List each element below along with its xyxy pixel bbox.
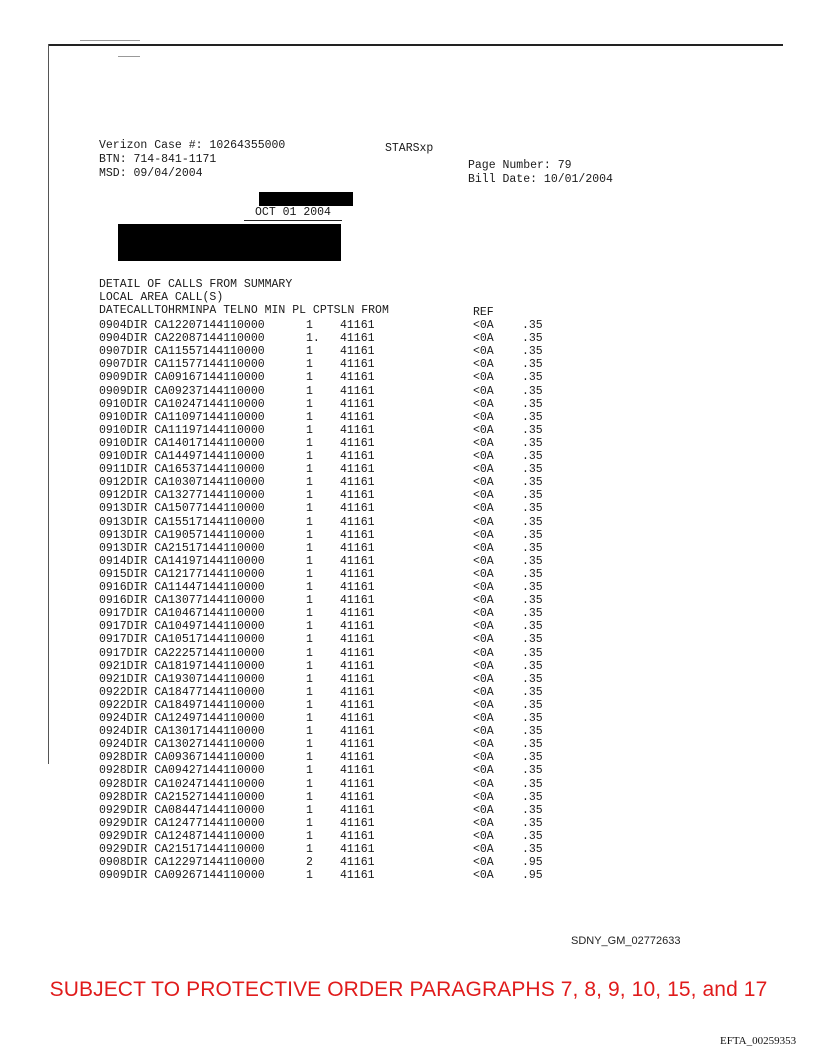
scan-speck <box>118 56 140 57</box>
call-ref: <0A <box>473 410 494 424</box>
call-amount: .35 <box>522 502 543 516</box>
call-amount: .35 <box>522 423 543 437</box>
call-datecall: 0907DIR CA11577144110000 <box>99 358 265 372</box>
call-ref: <0A <box>473 319 494 332</box>
call-datecall: 0909DIR CA09267144110000 <box>99 869 265 883</box>
call-ref: <0A <box>473 397 494 411</box>
call-cptsln: 41161 <box>340 672 375 686</box>
call-amount: .35 <box>522 371 543 385</box>
call-ref: <0A <box>473 489 494 503</box>
call-datecall: 0928DIR CA10247144110000 <box>99 777 265 791</box>
call-datecall: 0917DIR CA22257144110000 <box>99 646 265 660</box>
call-amount: .35 <box>522 607 543 621</box>
call-minutes: 1 <box>306 607 313 621</box>
call-minutes: 1 <box>306 646 313 660</box>
call-amount: .35 <box>522 738 543 752</box>
call-ref: <0A <box>473 502 494 516</box>
call-ref: <0A <box>473 685 494 699</box>
call-minutes: 1 <box>306 502 313 516</box>
call-minutes: 1 <box>306 489 313 503</box>
call-datecall: 0924DIR CA12497144110000 <box>99 712 265 725</box>
call-ref: <0A <box>473 712 494 725</box>
call-datecall: 0929DIR CA12477144110000 <box>99 816 265 830</box>
call-datecall: 0916DIR CA11447144110000 <box>99 581 265 594</box>
call-datecall: 0910DIR CA14497144110000 <box>99 450 265 463</box>
call-ref: <0A <box>473 384 494 398</box>
call-cptsln: 41161 <box>340 751 375 765</box>
call-cptsln: 41161 <box>340 777 375 791</box>
call-ref: <0A <box>473 463 494 477</box>
call-minutes: 1 <box>306 738 313 752</box>
call-minutes: 1 <box>306 816 313 830</box>
call-datecall: 0914DIR CA14197144110000 <box>99 554 265 568</box>
call-amount: .35 <box>522 659 543 673</box>
call-cptsln: 41161 <box>340 594 375 608</box>
call-datecall: 0910DIR CA11097144110000 <box>99 410 265 424</box>
call-ref: <0A <box>473 581 494 594</box>
call-ref: <0A <box>473 620 494 634</box>
call-amount: .35 <box>522 476 543 490</box>
call-cptsln: 41161 <box>340 358 375 372</box>
call-ref: <0A <box>473 423 494 437</box>
call-datecall: 0928DIR CA21527144110000 <box>99 790 265 804</box>
call-cptsln: 41161 <box>340 436 375 450</box>
call-amount: .35 <box>522 410 543 424</box>
call-cptsln: 41161 <box>340 620 375 634</box>
call-amount: .35 <box>522 712 543 725</box>
msd-line: MSD: 09/04/2004 <box>99 167 203 180</box>
call-amount: .95 <box>522 869 543 883</box>
call-amount: .35 <box>522 515 543 529</box>
redaction-block <box>259 192 353 206</box>
call-ref: <0A <box>473 672 494 686</box>
call-cptsln: 41161 <box>340 345 375 359</box>
call-amount: .35 <box>522 698 543 712</box>
call-cptsln: 41161 <box>340 554 375 568</box>
call-amount: .35 <box>522 567 543 581</box>
call-minutes: 1 <box>306 725 313 739</box>
call-cptsln: 41161 <box>340 515 375 529</box>
call-datecall: 0924DIR CA13017144110000 <box>99 725 265 739</box>
call-minutes: 1 <box>306 397 313 411</box>
call-ref: <0A <box>473 646 494 660</box>
call-minutes: 1 <box>306 620 313 634</box>
call-minutes: 1 <box>306 581 313 594</box>
call-amount: .35 <box>522 672 543 686</box>
call-ref: <0A <box>473 515 494 529</box>
call-minutes: 1 <box>306 476 313 490</box>
call-amount: .35 <box>522 790 543 804</box>
call-ref: <0A <box>473 829 494 843</box>
call-cptsln: 41161 <box>340 319 375 332</box>
call-cptsln: 41161 <box>340 712 375 725</box>
call-cptsln: 41161 <box>340 450 375 463</box>
call-cptsln: 41161 <box>340 738 375 752</box>
call-ref: <0A <box>473 856 494 870</box>
page-left-rule <box>48 44 49 764</box>
call-ref: <0A <box>473 528 494 542</box>
call-datecall: 0922DIR CA18477144110000 <box>99 685 265 699</box>
call-ref: <0A <box>473 607 494 621</box>
call-datecall: 0917DIR CA10497144110000 <box>99 620 265 634</box>
call-minutes: 1 <box>306 712 313 725</box>
call-amount: .35 <box>522 803 543 817</box>
call-datecall: 0907DIR CA11557144110000 <box>99 345 265 359</box>
call-minutes: 1 <box>306 384 313 398</box>
call-amount: .35 <box>522 620 543 634</box>
call-ref: <0A <box>473 738 494 752</box>
call-minutes: 1. <box>306 332 320 346</box>
call-datecall: 0921DIR CA18197144110000 <box>99 659 265 673</box>
call-cptsln: 41161 <box>340 410 375 424</box>
call-ref: <0A <box>473 567 494 581</box>
call-ref: <0A <box>473 698 494 712</box>
call-minutes: 1 <box>306 541 313 555</box>
call-amount: .35 <box>522 554 543 568</box>
protective-order-notice: SUBJECT TO PROTECTIVE ORDER PARAGRAPHS 7, 8, 9, 10, 15, and 17 <box>49 978 768 1001</box>
call-amount: .35 <box>522 436 543 450</box>
call-cptsln: 41161 <box>340 581 375 594</box>
call-amount: .35 <box>522 384 543 398</box>
call-amount: .35 <box>522 541 543 555</box>
case-number: Verizon Case #: 10264355000 <box>99 139 286 152</box>
call-cptsln: 41161 <box>340 869 375 883</box>
call-minutes: 1 <box>306 790 313 804</box>
btn-line: BTN: 714-841-1171 <box>99 153 217 166</box>
call-minutes: 1 <box>306 594 313 608</box>
call-minutes: 1 <box>306 843 313 856</box>
call-cptsln: 41161 <box>340 476 375 490</box>
call-amount: .35 <box>522 358 543 372</box>
call-ref: <0A <box>473 633 494 647</box>
call-cptsln: 41161 <box>340 829 375 843</box>
call-minutes: 1 <box>306 528 313 542</box>
call-minutes: 1 <box>306 319 313 332</box>
call-cptsln: 41161 <box>340 790 375 804</box>
call-minutes: 1 <box>306 672 313 686</box>
call-cptsln: 41161 <box>340 371 375 385</box>
call-minutes: 1 <box>306 829 313 843</box>
call-ref: <0A <box>473 332 494 346</box>
call-minutes: 1 <box>306 685 313 699</box>
call-minutes: 1 <box>306 698 313 712</box>
call-amount: .35 <box>522 332 543 346</box>
call-datecall: 0929DIR CA21517144110000 <box>99 843 265 856</box>
call-datecall: 0909DIR CA09167144110000 <box>99 371 265 385</box>
call-amount: .35 <box>522 528 543 542</box>
call-datecall: 0917DIR CA10517144110000 <box>99 633 265 647</box>
system-name: STARSxp <box>385 142 434 155</box>
call-cptsln: 41161 <box>340 489 375 503</box>
call-minutes: 1 <box>306 410 313 424</box>
call-datecall: 0929DIR CA08447144110000 <box>99 803 265 817</box>
call-minutes: 1 <box>306 371 313 385</box>
call-datecall: 0908DIR CA12297144110000 <box>99 856 265 870</box>
call-datecall: 0904DIR CA22087144110000 <box>99 332 265 346</box>
call-minutes: 1 <box>306 751 313 765</box>
call-cptsln: 41161 <box>340 843 375 856</box>
call-datecall: 0928DIR CA09427144110000 <box>99 764 265 778</box>
call-amount: .35 <box>522 685 543 699</box>
call-ref: <0A <box>473 358 494 372</box>
section-title: DETAIL OF CALLS FROM SUMMARY <box>99 278 293 291</box>
call-datecall: 0912DIR CA10307144110000 <box>99 476 265 490</box>
call-minutes: 1 <box>306 659 313 673</box>
call-cptsln: 41161 <box>340 463 375 477</box>
received-date-stamp: OCT 01 2004 <box>244 206 342 221</box>
call-ref: <0A <box>473 554 494 568</box>
call-datecall: 0913DIR CA19057144110000 <box>99 528 265 542</box>
ref-column-header: REF <box>473 306 494 319</box>
call-cptsln: 41161 <box>340 698 375 712</box>
call-amount: .35 <box>522 751 543 765</box>
call-cptsln: 41161 <box>340 397 375 411</box>
call-datecall: 0924DIR CA13027144110000 <box>99 738 265 752</box>
call-amount: .35 <box>522 843 543 856</box>
call-minutes: 1 <box>306 803 313 817</box>
call-amount: .35 <box>522 450 543 463</box>
call-ref: <0A <box>473 541 494 555</box>
call-cptsln: 41161 <box>340 502 375 516</box>
call-ref: <0A <box>473 436 494 450</box>
call-datecall: 0916DIR CA13077144110000 <box>99 594 265 608</box>
call-ref: <0A <box>473 764 494 778</box>
page-top-rule <box>48 44 783 46</box>
call-cptsln: 41161 <box>340 607 375 621</box>
call-ref: <0A <box>473 790 494 804</box>
call-minutes: 1 <box>306 436 313 450</box>
column-header: DATECALLTOHRMINPA TELNO MIN PL CPTSLN FROM <box>99 304 389 317</box>
scan-speck <box>80 40 140 41</box>
call-ref: <0A <box>473 725 494 739</box>
call-datecall: 0929DIR CA12487144110000 <box>99 829 265 843</box>
call-datecall: 0913DIR CA21517144110000 <box>99 541 265 555</box>
call-amount: .35 <box>522 594 543 608</box>
call-minutes: 1 <box>306 463 313 477</box>
call-amount: .35 <box>522 764 543 778</box>
call-minutes: 1 <box>306 869 313 883</box>
call-minutes: 1 <box>306 764 313 778</box>
call-ref: <0A <box>473 751 494 765</box>
call-cptsln: 41161 <box>340 633 375 647</box>
call-cptsln: 41161 <box>340 646 375 660</box>
bill-date: Bill Date: 10/01/2004 <box>468 173 613 186</box>
call-cptsln: 41161 <box>340 332 375 346</box>
page-number: Page Number: 79 <box>468 159 572 172</box>
call-cptsln: 41161 <box>340 764 375 778</box>
call-minutes: 1 <box>306 358 313 372</box>
call-cptsln: 41161 <box>340 659 375 673</box>
call-cptsln: 41161 <box>340 567 375 581</box>
call-cptsln: 41161 <box>340 685 375 699</box>
call-minutes: 1 <box>306 567 313 581</box>
call-datecall: 0913DIR CA15077144110000 <box>99 502 265 516</box>
call-amount: .35 <box>522 777 543 791</box>
call-datecall: 0911DIR CA16537144110000 <box>99 463 265 477</box>
call-datecall: 0913DIR CA15517144110000 <box>99 515 265 529</box>
call-amount: .35 <box>522 633 543 647</box>
call-cptsln: 41161 <box>340 541 375 555</box>
call-amount: .35 <box>522 489 543 503</box>
call-cptsln: 41161 <box>340 528 375 542</box>
call-amount: .35 <box>522 463 543 477</box>
call-amount: .35 <box>522 581 543 594</box>
call-minutes: 1 <box>306 423 313 437</box>
call-cptsln: 41161 <box>340 816 375 830</box>
call-minutes: 1 <box>306 515 313 529</box>
call-datecall: 0928DIR CA09367144110000 <box>99 751 265 765</box>
call-ref: <0A <box>473 869 494 883</box>
call-datecall: 0922DIR CA18497144110000 <box>99 698 265 712</box>
call-cptsln: 41161 <box>340 725 375 739</box>
call-datecall: 0921DIR CA19307144110000 <box>99 672 265 686</box>
call-datecall: 0912DIR CA13277144110000 <box>99 489 265 503</box>
call-datecall: 0910DIR CA14017144110000 <box>99 436 265 450</box>
call-ref: <0A <box>473 476 494 490</box>
call-ref: <0A <box>473 777 494 791</box>
call-minutes: 1 <box>306 777 313 791</box>
call-ref: <0A <box>473 843 494 856</box>
call-ref: <0A <box>473 594 494 608</box>
call-cptsln: 41161 <box>340 803 375 817</box>
call-ref: <0A <box>473 345 494 359</box>
efta-number: EFTA_00259353 <box>720 1035 797 1047</box>
section-subtitle: LOCAL AREA CALL(S) <box>99 291 224 304</box>
call-cptsln: 41161 <box>340 856 375 870</box>
call-amount: .35 <box>522 725 543 739</box>
call-minutes: 1 <box>306 554 313 568</box>
call-amount: .35 <box>522 816 543 830</box>
call-minutes: 2 <box>306 856 313 870</box>
redaction-block <box>118 224 341 261</box>
call-cptsln: 41161 <box>340 384 375 398</box>
call-minutes: 1 <box>306 633 313 647</box>
call-amount: .95 <box>522 856 543 870</box>
call-amount: .35 <box>522 397 543 411</box>
call-datecall: 0904DIR CA12207144110000 <box>99 319 265 332</box>
call-ref: <0A <box>473 371 494 385</box>
call-ref: <0A <box>473 803 494 817</box>
call-amount: .35 <box>522 319 543 332</box>
call-amount: .35 <box>522 345 543 359</box>
call-ref: <0A <box>473 450 494 463</box>
call-datecall: 0915DIR CA12177144110000 <box>99 567 265 581</box>
call-datecall: 0910DIR CA11197144110000 <box>99 423 265 437</box>
bates-number: SDNY_GM_02772633 <box>571 935 681 947</box>
call-cptsln: 41161 <box>340 423 375 437</box>
call-minutes: 1 <box>306 345 313 359</box>
call-ref: <0A <box>473 659 494 673</box>
call-minutes: 1 <box>306 450 313 463</box>
call-datecall: 0910DIR CA10247144110000 <box>99 397 265 411</box>
call-amount: .35 <box>522 829 543 843</box>
call-ref: <0A <box>473 816 494 830</box>
call-datecall: 0917DIR CA10467144110000 <box>99 607 265 621</box>
call-datecall: 0909DIR CA09237144110000 <box>99 384 265 398</box>
call-amount: .35 <box>522 646 543 660</box>
